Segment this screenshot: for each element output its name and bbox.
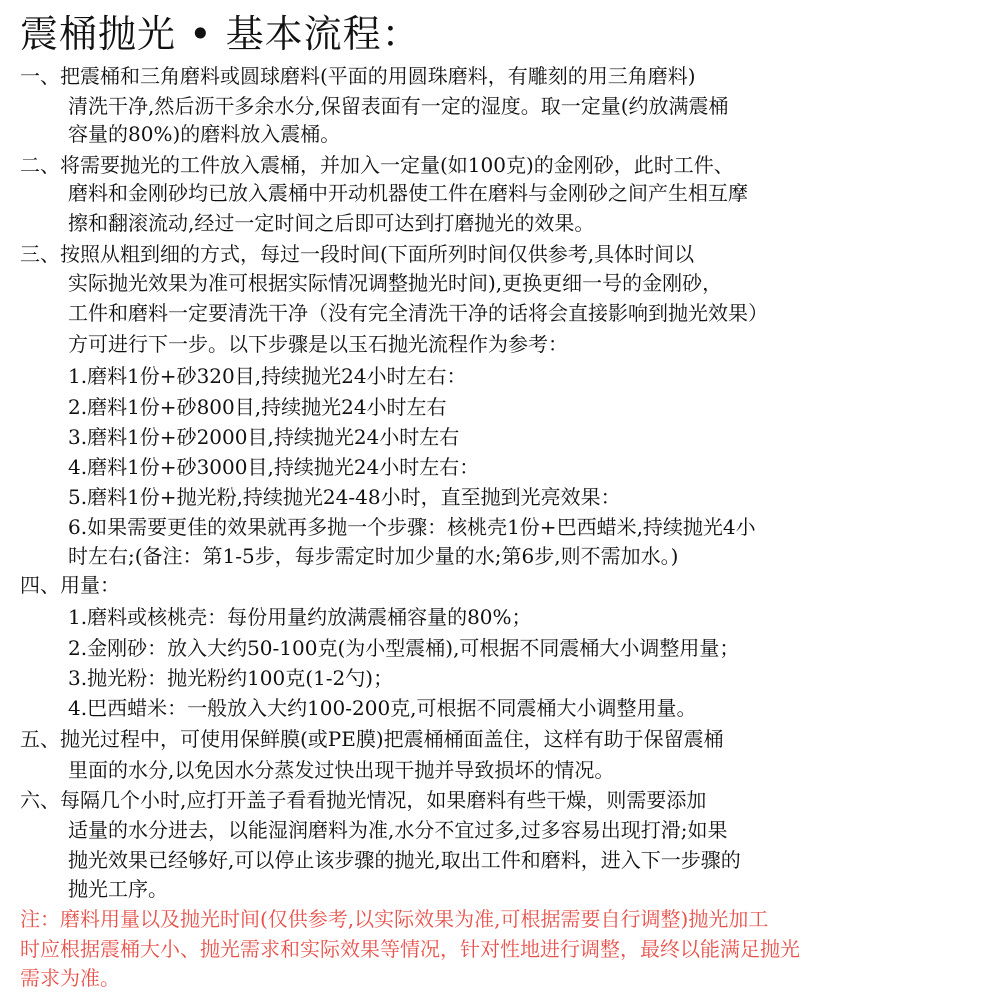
note-line-2: 时应根据震桶大小、抛光需求和实际效果等情况，针对性地进行调整，最终以能满足抛光: [20, 937, 800, 961]
usage-item-4: 4.巴西蜡米：一般放入大约100-200克,可根据不同震桶大小调整用量。: [68, 696, 697, 720]
section-3-line-2: 实际抛光效果为准可根据实际情况调整抛光时间),更换更细一号的金刚砂，: [68, 271, 723, 295]
step-1: 1.磨料1份+砂320目,持续抛光24小时左右：: [68, 364, 467, 388]
step-6: 6.如果需要更佳的效果就再多抛一个步骤：核桃壳1份+巴西蜡米,持续抛光4小: [68, 515, 756, 539]
section-6-line-1: 六、每隔几个小时,应打开盖子看看抛光情况，如果磨料有些干燥，则需要添加: [20, 788, 707, 812]
note-line-3: 需求为准。: [20, 966, 120, 990]
page-title: 震桶抛光 • 基本流程：: [20, 12, 421, 56]
section-3-line-1: 三、按照从粗到细的方式，每过一段时间(下面所列时间仅供参考,具体时间以: [20, 242, 695, 266]
usage-item-2: 2.金刚砂：放入大约50-100克(为小型震桶),可根据不同震桶大小调整用量；: [68, 636, 740, 660]
step-5: 5.磨料1份+抛光粉,持续抛光24-48小时，直至抛到光亮效果：: [68, 485, 621, 509]
section-2-line-1: 二、将需要抛光的工件放入震桶，并加入一定量(如100克)的金刚砂，此时工件、: [20, 153, 734, 177]
section-3-line-3: 工件和磨料一定要清洗干净（没有完全清洗干净的话将会直接影响到抛光效果）: [68, 301, 768, 325]
section-3-line-4: 方可进行下一步。以下步骤是以玉石抛光流程作为参考：: [68, 332, 568, 356]
note-line-1: 注：磨料用量以及抛光时间(仅供参考,以实际效果为准,可根据需要自行调整)抛光加工: [20, 907, 769, 931]
section-4-heading: 四、用量：: [20, 573, 120, 597]
section-1-line-2: 清洗干净,然后沥干多余水分,保留表面有一定的湿度。取一定量(约放满震桶: [68, 94, 729, 118]
step-2: 2.磨料1份+砂800目,持续抛光24小时左右: [68, 395, 447, 419]
usage-item-1: 1.磨料或核桃壳：每份用量约放满震桶容量的80%；: [68, 605, 532, 629]
section-2-line-2: 磨料和金刚砂均已放入震桶中开动机器使工件在磨料与金刚砂之间产生相互摩: [68, 181, 748, 205]
step-6-continued: 时左右;(备注：第1-5步，每步需定时加少量的水;第6步,则不需加水。): [68, 544, 679, 568]
section-5-line-1: 五、抛光过程中，可使用保鲜膜(或PE膜)把震桶桶面盖住，这样有助于保留震桶: [20, 727, 724, 751]
usage-item-3: 3.抛光粉：抛光粉约100克(1-2勺)；: [68, 666, 394, 690]
section-1-line-1: 一、把震桶和三角磨料或圆球磨料(平面的用圆珠磨料，有雕刻的用三角磨料): [20, 64, 696, 88]
section-6-line-3: 抛光效果已经够好,可以停止该步骤的抛光,取出工件和磨料，进入下一步骤的: [68, 848, 741, 872]
step-3: 3.磨料1份+砂2000目,持续抛光24小时左右: [68, 425, 460, 449]
section-2-line-3: 擦和翻滚流动,经过一定时间之后即可达到打磨抛光的效果。: [68, 211, 595, 235]
section-5-line-2: 里面的水分,以免因水分蒸发过快出现干抛并导致损坏的情况。: [68, 758, 615, 782]
step-4: 4.磨料1份+砂3000目,持续抛光24小时左右：: [68, 455, 480, 479]
section-6-line-2: 适量的水分进去，以能湿润磨料为准,水分不宜过多,过多容易出现打滑;如果: [68, 818, 728, 842]
section-6-line-4: 抛光工序。: [68, 877, 168, 901]
section-1-line-3: 容量的80%)的磨料放入震桶。: [68, 122, 341, 146]
